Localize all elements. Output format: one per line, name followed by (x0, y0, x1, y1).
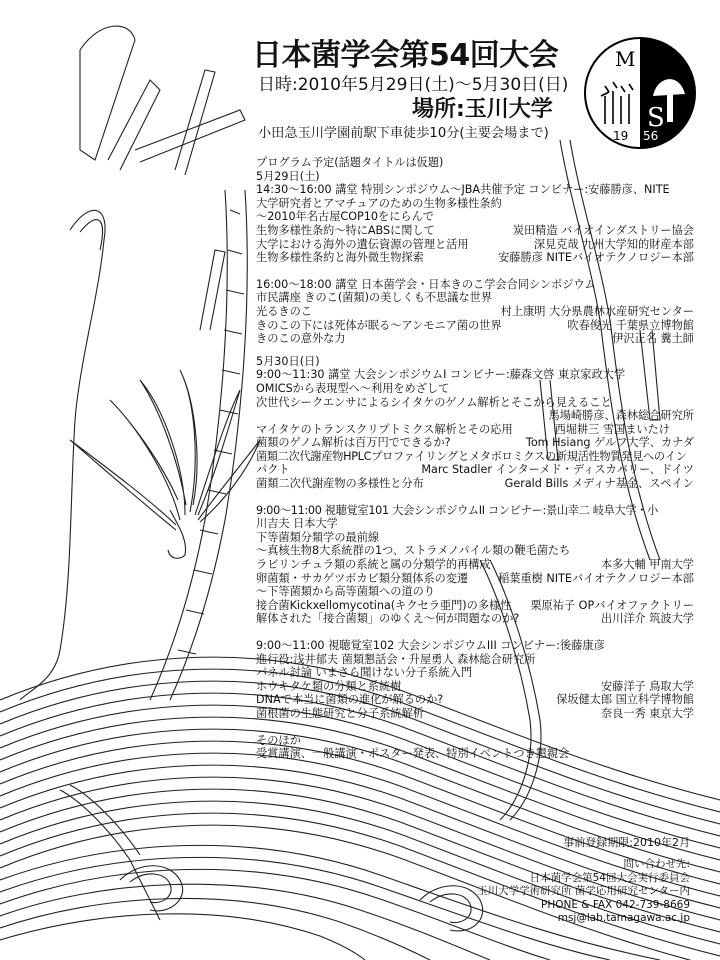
logo-letter-s: S (647, 103, 665, 133)
session5-subtitle: パネル討論 いまさら聞けない分子系統入門 (256, 666, 473, 680)
society-logo (583, 36, 697, 150)
talk-row (256, 305, 694, 319)
day1-heading: 5月29日(土) (256, 169, 320, 183)
talk-title: DNAで本当に菌類の進化が解るのか? (256, 693, 444, 707)
talk-title: 〜真核生物8大系統群の1つ、ストラメノパイル類の鞭毛菌たち (256, 544, 571, 558)
talk-row (256, 680, 694, 694)
talk-title: 菌類二次代謝産物HPLCプロファイリングとメタボロミクスの新規活性物質発見へのイン (256, 449, 687, 463)
logo-year-right: 56 (643, 129, 659, 143)
talk-row (256, 477, 694, 491)
talk-row (256, 599, 694, 613)
talk-row (256, 572, 694, 586)
registration-deadline: 事前登録期限:2010年2月 (563, 836, 690, 849)
talk-title: ホウキタケ類の分類と系統樹 (256, 679, 402, 693)
session1-title: 14:30〜16:00 講堂 特別シンポジウム〜JBA共催予定 コンビナー:安藤勝彦、NITE (256, 183, 670, 197)
talk-speaker: Tom Hsiang ゲルフ大学、カナダ (525, 436, 694, 450)
talk-title: 菌根菌の生態研究と分子系統解析 (256, 706, 424, 720)
event-title: 日本菌学会第54回大会 (252, 38, 559, 73)
contact-org: 日本菌学会第54回大会実行委員会 (529, 871, 690, 884)
talk-speaker: 馬場崎勝彦、森林総合研究所 (548, 409, 694, 423)
session5-organizers: 進行役:浅井郁夫 菌類懇話会・升屋勇人 森林総合研究所 (256, 652, 536, 666)
talk-row (256, 409, 694, 423)
talk-row (256, 238, 694, 252)
talk-row (256, 612, 694, 626)
talk-speaker: 出川洋介 筑波大学 (600, 612, 694, 626)
talk-title: 解体された「接合菌類」のゆくえ〜何が問題なのか? (256, 612, 520, 626)
session1-subtitle: 〜2010年名古屋COP10をにらんで (256, 210, 434, 224)
session4-title: 川吉夫 日本大学 (256, 517, 338, 531)
access-info: 小田急玉川学園前駅下車徒歩10分(主要会場まで) (258, 126, 549, 141)
talk-title: 〜下等菌類から高等菌類への道のり (256, 585, 436, 599)
session2-title: 16:00〜18:00 講堂 日本菌学会・日本きのこ学会合同シンポジウム (256, 277, 596, 291)
session3-title: 9:00〜11:30 講堂 大会シンポジウムI コンビナー:藤森文啓 東京家政大学 (256, 368, 626, 382)
talk-speaker: Gerald Bills メディナ基金、スペイン (504, 477, 694, 491)
talk-speaker: 伊沢正名 糞土師 (612, 332, 694, 346)
session5-title: 9:00〜11:00 視聴覚室102 大会シンポジウムIII コンビナー:後藤康彦 (256, 639, 605, 652)
contact-address: 玉川大学学術研究所 菌学応用研究センター内 (477, 885, 690, 897)
session4-title: 9:00〜11:00 視聴覚室101 大会シンポジウムII コンビナー:景山幸二 岐阜大学・小 (256, 503, 659, 517)
talk-speaker: 稲葉重樹 NITEバイオテクノロジー本部 (498, 571, 694, 585)
event-venue: 場所:玉川大学 (412, 97, 553, 122)
talk-title: 菌類のゲノム解析は百万円でできるか? (256, 436, 451, 450)
logo-letter-m: M (615, 47, 636, 71)
session1-subtitle: 大学研究者とアマチュアのための生物多様性条約 (256, 196, 502, 210)
talk-speaker: 奈良一秀 東京大学 (600, 706, 694, 720)
talk-row (256, 693, 694, 707)
talk-row (256, 224, 694, 238)
talk-title: マイタケのトランスクリプトミクス解析とその応用 (256, 422, 513, 436)
talk-title: 大学における海外の遺伝資源の管理と活用 (256, 237, 469, 251)
talk-title: きのこの下には死体が眠る〜アンモニア菌の世界 (256, 318, 502, 332)
talk-row (256, 558, 694, 572)
session4-subtitle: 下等菌類分類学の最前線 (256, 530, 380, 544)
program-heading: プログラム予定(話題タイトルは仮題) (256, 156, 444, 169)
talk-title: ラビリンチュラ類の系統と属の分類学的再構成 (256, 558, 491, 572)
talk-speaker: 村上康明 大分県農林水産研究センター (500, 304, 694, 318)
event-date: 日時:2010年5月29日(土)〜5月30日(日) (258, 75, 569, 95)
talk-speaker: 保坂健太郎 国立科学博物館 (556, 693, 694, 707)
logo-year-left: 19 (613, 129, 629, 143)
talk-title: 生物多様性条約と海外微生物探索 (256, 251, 424, 265)
talk-row (256, 319, 694, 333)
talk-speaker: 栗原祐子 OPバイオファクトリー (530, 598, 694, 612)
program (256, 156, 694, 761)
contact-phone: PHONE & FAX 042-739-8669 (540, 898, 690, 911)
talk-title: 次世代シークエンサによるシイタケのゲノム解析とそこから見えること (256, 395, 612, 409)
talk-speaker: 本多大輔 甲南大学 (600, 558, 694, 572)
other-text: 受賞講演、一般講演・ポスター発表、特別イベントつき懇親会 (256, 747, 570, 761)
contact-block (477, 858, 690, 926)
talk-speaker: 西堀耕三 雪国まいたけ (554, 422, 670, 436)
talk-speaker: 吹春俊光 千葉県立博物館 (567, 318, 694, 332)
session3-subtitle: OMICSから表現型へ〜利用をめざして (256, 381, 450, 395)
talk-title: 菌類二次代謝産物の多様性と分布 (256, 477, 424, 491)
other-heading: そのほか (256, 733, 301, 747)
talk-speaker: 安藤洋子 鳥取大学 (600, 679, 694, 693)
talk-row (256, 251, 694, 265)
talk-title: きのこの意外な力 (256, 332, 346, 346)
talk-row (256, 332, 694, 346)
contact-email[interactable]: msj@lab.tamagawa.ac.jp (557, 912, 690, 924)
talk-row (256, 436, 694, 450)
day2-heading: 5月30日(日) (256, 354, 320, 368)
talk-speaker: 深見克哉 九州大学知的財産本部 (533, 237, 694, 251)
talk-speaker: Marc Stadler インターメド・ディスカバリー、ドイツ (421, 463, 694, 477)
talk-row (256, 463, 694, 477)
talk-speaker: 安藤勝彦 NITEバイオテクノロジー本部 (498, 251, 694, 265)
contact-heading: 問い合わせ先: (623, 858, 690, 870)
talk-title: パクト (256, 463, 290, 477)
talk-title: 生物多様性条約〜特にABSに関して (256, 223, 435, 237)
talk-row (256, 707, 694, 721)
talk-title: 接合菌Kickxellomycotina(キクセラ亜門)の多様性 (256, 598, 512, 612)
talk-title: 卵菌類・サカゲツボカビ類分類体系の変遷 (256, 571, 469, 585)
talk-speaker: 炭田精造 バイオインダストリー協会 (512, 223, 694, 237)
talk-title: 光るきのこ (256, 304, 312, 318)
talk-row (256, 423, 694, 437)
session2-subtitle: 市民講座 きのこ(菌類)の美しくも不思議な世界 (256, 291, 493, 305)
